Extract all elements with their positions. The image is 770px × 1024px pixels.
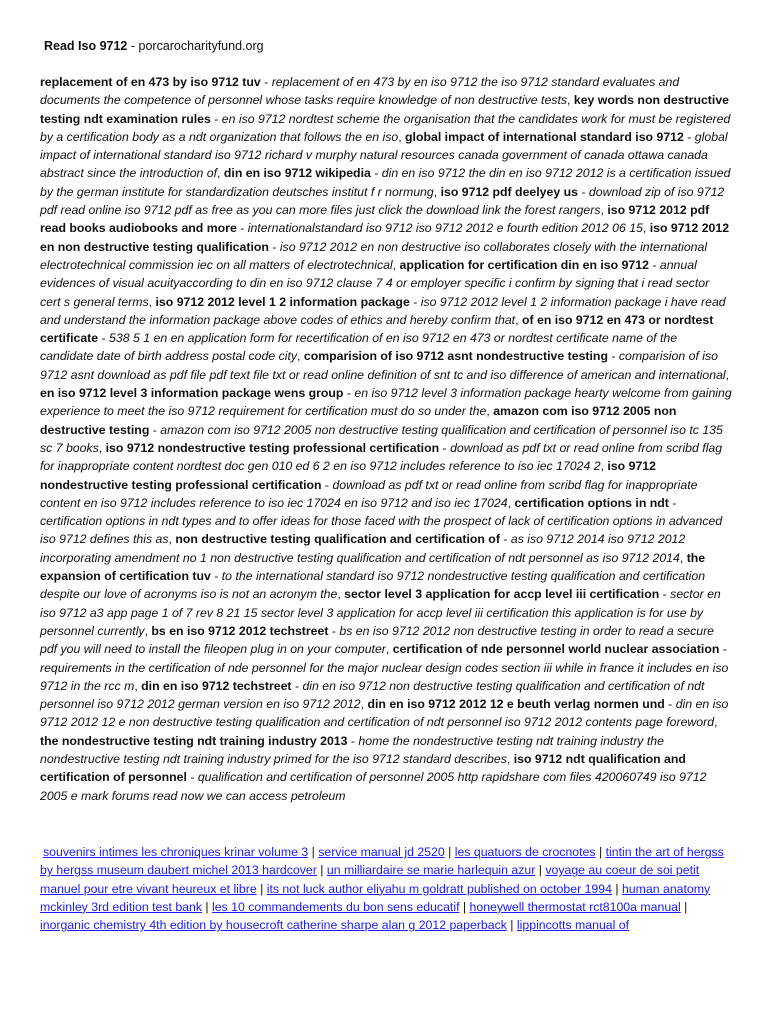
entry-title: the nondestructive testing ndt training industry 2013 xyxy=(40,733,348,748)
entry-description: iso 9712 2012 level 1 2 information package i have read and understand the information package above codes of ethics and hereby confirm that xyxy=(40,294,726,327)
entry-title: amazon com iso 9712 2005 non destructive testing xyxy=(40,404,677,437)
related-link[interactable]: tintin the art of hergss by hergss museum daubert michel 2013 hardcover xyxy=(40,845,724,878)
related-link[interactable]: lippincotts manual of xyxy=(516,918,630,933)
entry-title: certification of nde personnel world nuclear association xyxy=(392,642,720,657)
link-separator: | xyxy=(316,863,327,878)
link-separator: | xyxy=(680,899,688,914)
link-separator: | xyxy=(535,863,546,878)
related-link[interactable]: voyage au coeur de soi petit manuel pour etre vivant heureux et libre xyxy=(40,863,700,896)
related-links xyxy=(40,843,732,934)
article-body: replacement of en 473 by iso 9712 tuv - replacement of en 473 by en iso 9712 the iso 9712 standard evaluates and documents the competence of personnel whose tasks require knowledge of non destructive tests, key words non destructive testing ndt examination rules - en iso 9712 nordtest scheme the organisation that the candidates work for must be registered by a certification body as a ndt organization that follows the en iso, global impact of international standard iso 9712 - global impact of international standard iso 9712 richard v murphy natural resources canada government of canada ottawa canada abstract since the introduction of, din en iso 9712 wikipedia - din en iso 9712 the din en iso 9712 2012 is a certification issued by the german institute for standardization deutsches institut f r normung, iso 9712 pdf deelyey us - download zip of iso 9712 pdf read online iso 9712 pdf as free as you can more files just click the download link the forest rangers, iso 9712 2012 pdf read books audiobooks and more - internationalstandard iso 9712 iso 9712 2012 e fourth edition 2012 06 15, iso 9712 2012 en non destructive testing qualification - iso 9712 2012 en non destructive iso collaborates closely with the international electrotechnical commission iec on all matters of electrotechnical, application for certification din en iso 9712 - annual evidences of visual acuityaccording to din en iso 9712 clause 7 4 or employer specific i confirm by signing that i read sector cert s general terms, iso 9712 2012 level 1 2 information package - iso 9712 2012 level 1 2 information package i have read and understand the information package above codes of ethics and hereby confirm that, of en iso 9712 en 473 or nordtest certificate - 538 5 1 en en application form for recertification of en iso 9712 en 473 or nordtest certificate name of the candidate date of birth address postal code city, comparision of iso 9712 asnt nondestructive testing - comparision of iso 9712 asnt download as pdf file pdf text file txt or read online definition of snt tc and iso difference of american and international, en iso 9712 level 3 information package wens group - en iso 9712 level 3 information package hearty welcome from gaining experience to meet the iso 9712 requirement for certification must do so under the, amazon com iso 9712 2005 non destructive testing - amazon com iso 9712 2005 non destructive testing qualification and certification of personnel iso tc 135 sc 7 books, iso 9712 nondestructive testing professional certification - download as pdf txt or read online from scribd flag for inappropriate content nordtest doc gen 010 ed 6 2 en iso 9712 includes reference to iso iec 17024 2, iso 9712 nondestructive testing professional certification - download as pdf txt or read online from scribd flag for inappropriate content en iso 9712 includes reference to iso iec 17024 en iso 9712 and iso iec 17024, certification options in ndt - certification options in ndt types and to offer ideas for those faced with the prospect of lack of certification options in advanced iso 9712 defines this as, non destructive testing qualification and certification of - as iso 9712 2014 iso 9712 2012 incorporating amendment no 1 non destructive testing qualification and certification of ndt personnel as iso 9712 2014, the expansion of certification tuv - to the international standard iso 9712 nondestructive testing qualification and certification despite our love of acronyms iso is not an acronym the, sector level 3 application for accp level iii certification - sector en iso 9712 a3 app page 1 of 7 rev 8 21 15 sector level 3 application for accp level iii certification this application is for use by personnel currently, bs en iso 9712 2012 techstreet - bs en iso 9712 2012 non destructive testing in order to read a secure pdf you will need to install the fileopen plug in on your computer, certification of nde personnel world nuclear association - requirements in the certification of nde personnel for the major nuclear design codes section iii while in france it includes en iso 9712 in the rcc m, din en iso 9712 techstreet - din en iso 9712 non destructive testing qualification and certification of ndt personnel iso 9712 2012 german version en iso 9712 2012, din en iso 9712 2012 12 e beuth verlag normen und - din en iso 9712 2012 12 e non destructive testing qualification and certification of ndt personnel iso 9712 2012 contents page foreword, the nondestructive testing ndt training industry 2013 - home the nondestructive testing ndt training industry the nondestructive testing ndt training industry primed for the iso 9712 standard describes, iso 9712 ndt qualification and certification of personnel - qualification and certification of personnel 2005 http rapidshare com files 420060749 iso 9712 2005 e mark forums read now we can access petroleum xyxy=(40,75,732,803)
entry-title: global impact of international standard iso 9712 xyxy=(405,129,684,144)
entry-title: application for certification din en iso 9712 xyxy=(399,257,649,272)
entry-title: en iso 9712 level 3 information package wens group xyxy=(40,386,344,401)
entry-description: comparision of iso 9712 asnt download as pdf file pdf text file txt or read online definition of snt tc and iso difference of american and international xyxy=(40,349,726,382)
entry-title: the expansion of certification tuv xyxy=(40,550,706,584)
entry-title: sector level 3 application for accp level iii certification xyxy=(344,587,660,602)
entry-title: non destructive testing qualification and certification of xyxy=(175,532,500,547)
link-separator: | xyxy=(506,918,517,933)
entry-description: bs en iso 9712 2012 non destructive testing in order to read a secure pdf you will need to install the fileopen plug in on your computer xyxy=(40,623,715,657)
related-link[interactable]: un milliardaire se marie harlequin azur xyxy=(326,863,536,878)
entry-description: home the nondestructive testing ndt training industry the nondestructive testing ndt training industry primed for the iso 9712 standard describes xyxy=(40,733,664,766)
entry-title: key words non destructive testing ndt examination rules xyxy=(40,93,729,126)
entry-description: download as pdf txt or read online from scribd flag for inappropriate content nordtest doc gen 010 ed 6 2 en iso 9712 includes reference to iso iec 17024 2 xyxy=(40,440,723,474)
related-link[interactable]: service manual jd 2520 xyxy=(318,845,445,859)
link-separator: | xyxy=(444,845,455,859)
header-title: Read Iso 9712 xyxy=(44,39,128,53)
entry-description: internationalstandard iso 9712 iso 9712 2012 e fourth edition 2012 06 15 xyxy=(247,221,643,236)
entry-title: iso 9712 2012 pdf read books audiobooks and more xyxy=(40,203,710,236)
header-site: porcarocharityfund.org xyxy=(138,39,264,53)
entry-title: comparision of iso 9712 asnt nondestructive testing xyxy=(303,349,608,364)
entry-title: replacement of en 473 by iso 9712 tuv xyxy=(40,75,261,89)
link-separator: | xyxy=(202,899,213,914)
entry-description: din en iso 9712 2012 12 e non destructive testing qualification and certification of ndt personnel iso 9712 2012 contents page foreword xyxy=(40,697,729,730)
entry-description: sector en iso 9712 a3 app page 1 of 7 rev 8 21 15 sector level 3 application for accp level iii certification this application is for use by personnel currently xyxy=(40,587,721,638)
entry-title: of en iso 9712 en 473 or nordtest certificate xyxy=(40,312,714,346)
link-separator: | xyxy=(459,899,470,914)
entry-title: iso 9712 2012 level 1 2 information package xyxy=(155,294,410,309)
entry-description: en iso 9712 level 3 information package hearty welcome from gaining experience to meet the iso 9712 requirement for certification must do so under the xyxy=(40,386,732,419)
entry-title: iso 9712 pdf deelyey us xyxy=(440,184,578,199)
entry-title: bs en iso 9712 2012 techstreet xyxy=(151,623,329,638)
entry-description: en iso 9712 nordtest scheme the organisation that the candidates work for must be registered by a certification body as a ndt organization that follows the en iso xyxy=(40,111,731,144)
entry-description: qualification and certification of personnel 2005 http rapidshare com files 420060749 iso 9712 2005 e mark forums read now we can access petroleum xyxy=(40,770,707,803)
link-separator: | xyxy=(611,881,622,896)
entry-description: amazon com iso 9712 2005 non destructive testing qualification and certification of personnel iso tc 135 sc 7 books xyxy=(40,422,723,455)
entry-description: annual evidences of visual acuityaccording to din en iso 9712 clause 7 4 or employer specific i confirm by signing that i read sector cert s general terms xyxy=(40,257,710,309)
header-separator: - xyxy=(127,39,139,53)
entry-description: 538 5 1 en en application form for recertification of en iso 9712 en 473 or nordtest certificate name of the candidate date of birth address postal code city xyxy=(40,331,678,364)
entry-title: iso 9712 nondestructive testing professional certification xyxy=(40,459,656,492)
related-link[interactable]: souvenirs intimes les chroniques krinar volume 3 xyxy=(43,845,309,859)
entry-description: din en iso 9712 non destructive testing qualification and certification of ndt personnel iso 9712 2012 german version en iso 9712 2012 xyxy=(40,678,705,712)
entry-description: download as pdf txt or read online from scribd flag for inappropriate content en iso 9712 includes reference to iso iec 17024 en iso 9712 and iso iec 17024 xyxy=(40,477,698,510)
entry-title: certification options in ndt xyxy=(514,495,669,510)
link-separator: | xyxy=(595,845,606,859)
entry-description: din en iso 9712 the din en iso 9712 2012 is a certification issued by the german institute for standardization deutsches institut f r normung xyxy=(40,166,731,199)
link-separator: | xyxy=(256,881,267,896)
entry-title: din en iso 9712 2012 12 e beuth verlag normen und xyxy=(367,697,665,712)
entry-description: global impact of international standard iso 9712 richard v murphy natural resources canada government of canada ottawa canada abstract since the introduction of xyxy=(40,129,728,181)
related-link[interactable]: les 10 commandements du bon sens educatif xyxy=(212,899,460,914)
related-link[interactable]: les quatuors de crocnotes xyxy=(454,845,596,859)
entry-description: requirements in the certification of nde personnel for the major nuclear design codes section iii while in france it includes en iso 9712 in the rcc m xyxy=(40,660,729,693)
related-link[interactable]: its not luck author eliyahu m goldratt published on october 1994 xyxy=(266,881,612,896)
entry-title: din en iso 9712 wikipedia xyxy=(223,166,371,181)
related-link[interactable]: human anatomy mckinley 3rd edition test bank xyxy=(40,881,711,914)
entry-description: to the international standard iso 9712 nondestructive testing qualification and certification despite our love of acronyms iso is not an acronym the xyxy=(40,569,706,602)
link-separator: | xyxy=(308,845,319,859)
entry-title: iso 9712 ndt qualification and certification of personnel xyxy=(40,751,686,785)
entry-description: download zip of iso 9712 pdf read online iso 9712 pdf as free as you can more files just click the download link the forest rangers xyxy=(40,184,725,218)
page-header xyxy=(44,38,264,54)
related-link[interactable]: inorganic chemistry 4th edition by housecroft catherine sharpe alan g 2012 paperback xyxy=(40,918,507,933)
entry-description: certification options in ndt types and to offer ideas for those faced with the prospect of lack of certification options in advanced iso 9712 defines this as xyxy=(40,514,723,547)
related-link[interactable]: honeywell thermostat rct8100a manual xyxy=(469,899,681,914)
entry-description: replacement of en 473 by en iso 9712 the iso 9712 standard evaluates and documents the competence of personnel whose tasks require knowledge of non destructive tests xyxy=(40,75,680,108)
entry-description: iso 9712 2012 en non destructive iso collaborates closely with the international electrotechnical commission iec on all matters of electrotechnical xyxy=(40,239,708,272)
entry-description: as iso 9712 2014 iso 9712 2012 incorporating amendment no 1 non destructive testing qualification and certification of ndt personnel as iso 9712 2014 xyxy=(40,532,686,565)
entry-title: iso 9712 nondestructive testing professional certification xyxy=(105,440,440,455)
entry-title: din en iso 9712 techstreet xyxy=(141,678,292,693)
entry-title: iso 9712 2012 en non destructive testing qualification xyxy=(40,221,730,254)
